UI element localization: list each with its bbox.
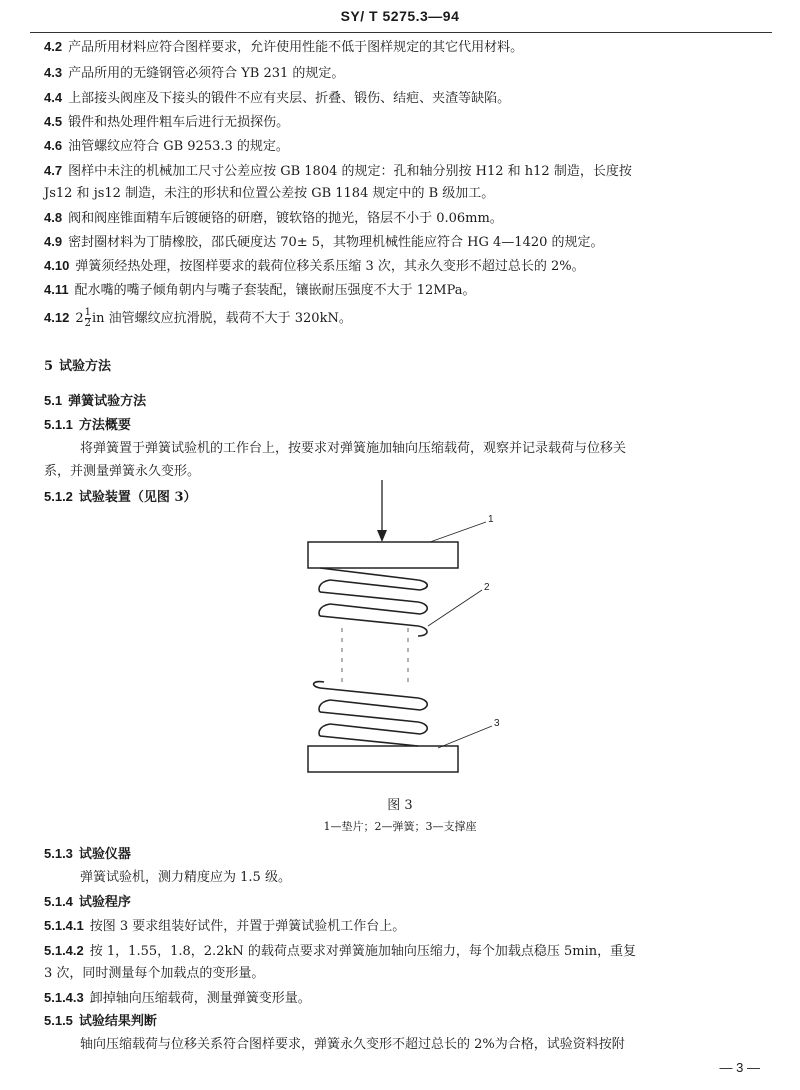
section-5-1-4-2-continued: 3 次，同时测量每个加载点的变形量。 xyxy=(44,966,265,981)
clause-4-7-continued: Js12 和 js12 制造，未注的形状和位置公差按 GB 1184 规定中的 B 级加工。 xyxy=(44,186,495,201)
section-5-heading: 5 试验方法 xyxy=(44,359,112,374)
section-5-1-1-paragraph-line1: 将弹簧置于弹簧试验机的工作台上，按要求对弹簧施加轴向压缩载荷，观察并记录载荷与位移关 xyxy=(80,441,627,456)
figure-legend: 1—垫片；2—弹簧；3—支撑座 xyxy=(323,820,477,833)
section-5-1-3-paragraph: 弹簧试验机，测力精度应为 1.5 级。 xyxy=(80,870,291,885)
section-5-1-4-3: 5.1.4.3 卸掉轴向压缩载荷，测量弹簧变形量。 xyxy=(44,990,311,1006)
standard-code-header: SY/ T 5275.3—94 xyxy=(340,8,460,24)
section-5-1-4-heading: 5.1.4 试验程序 xyxy=(44,894,131,910)
fraction: $\frac{1}{2}$ xyxy=(84,307,91,329)
figure-label-3: 3 xyxy=(494,718,500,729)
section-5-1-4-2: 5.1.4.2 按 1，1.55，1.8，2.2kN 的载荷点要求对弹簧施加轴向压缩力，每个加载点稳压 5min，重复 xyxy=(44,943,637,959)
leader-line-3 xyxy=(438,726,492,748)
top-plate xyxy=(308,542,458,568)
section-5-1-3-heading: 5.1.3 试验仪器 xyxy=(44,846,131,862)
section-5-1-heading: 5.1 弹簧试验方法 xyxy=(44,393,147,409)
leader-line-1 xyxy=(430,522,486,542)
section-5-1-5-heading: 5.1.5 试验结果判断 xyxy=(44,1013,157,1029)
clause-4-7: 4.7 图样中未注的机械加工尺寸公差应按 GB 1804 的规定：孔和轴分别按 H12 和 h12 制造，长度按 xyxy=(44,163,632,179)
clause-4-9: 4.9 密封圈材料为丁腈橡胶，邵氏硬度达 70± 5，其物理机械性能应符合 HG 4—1420 的规定。 xyxy=(44,234,604,250)
section-5-1-5-paragraph: 轴向压缩载荷与位移关系符合图样要求，弹簧永久变形不超过总长的 2%为合格，试验资料按附 xyxy=(80,1037,625,1052)
clause-4-12: 4.12 2 $\frac{1}{2}$ in 油管螺纹应抗滑脱，载荷不大于 320kN。 xyxy=(44,307,352,329)
figure-caption: 图 3 xyxy=(387,798,413,813)
header-rule xyxy=(30,32,772,33)
clause-4-4: 4.4 上部接头阀座及下接头的锻件不应有夹层、折叠、锻伤、结疤、夹渣等缺陷。 xyxy=(44,90,511,106)
figure-label-2: 2 xyxy=(484,582,490,593)
load-arrow-head xyxy=(377,530,387,542)
page-number: — 3 — xyxy=(719,1060,760,1075)
upper-spring-coils xyxy=(319,568,427,636)
section-5-1-1-paragraph-line2: 系，并测量弹簧永久变形。 xyxy=(44,464,201,479)
section-5-1-1-heading: 5.1.1 方法概要 xyxy=(44,417,131,433)
leader-line-2 xyxy=(428,590,482,626)
clause-4-2: 4.2 产品所用材料应符合图样要求，允许使用性能不低于图样规定的其它代用材料。 xyxy=(44,39,524,55)
clause-4-5: 4.5 锻件和热处理件粗车后进行无损探伤。 xyxy=(44,114,290,130)
support-base xyxy=(308,746,458,772)
section-5-1-2-heading: 5.1.2 试验装置（见图 3） xyxy=(44,489,197,505)
section-5-1-4-1: 5.1.4.1 按图 3 要求组装好试件，并置于弹簧试验机工作台上。 xyxy=(44,918,406,934)
clause-4-6: 4.6 油管螺纹应符合 GB 9253.3 的规定。 xyxy=(44,138,289,154)
clause-4-11: 4.11 配水嘴的嘴子倾角朝内与嘴子套装配，镶嵌耐压强度不大于 12MPa。 xyxy=(44,282,476,298)
clause-4-8: 4.8 阀和阀座锥面精车后镀硬铬的研磨，镀软铬的抛光，铬层不小于 0.06mm。 xyxy=(44,210,503,226)
clause-4-10: 4.10 弹簧须经热处理，按图样要求的载荷位移关系压缩 3 次，其永久变形不超过总长的 2%。 xyxy=(44,258,585,274)
clause-4-3: 4.3 产品所用的无缝钢管必须符合 YB 231 的规定。 xyxy=(44,65,345,81)
figure-label-1: 1 xyxy=(488,514,494,525)
spring-test-figure xyxy=(280,478,530,778)
lower-spring-coils xyxy=(314,682,428,746)
